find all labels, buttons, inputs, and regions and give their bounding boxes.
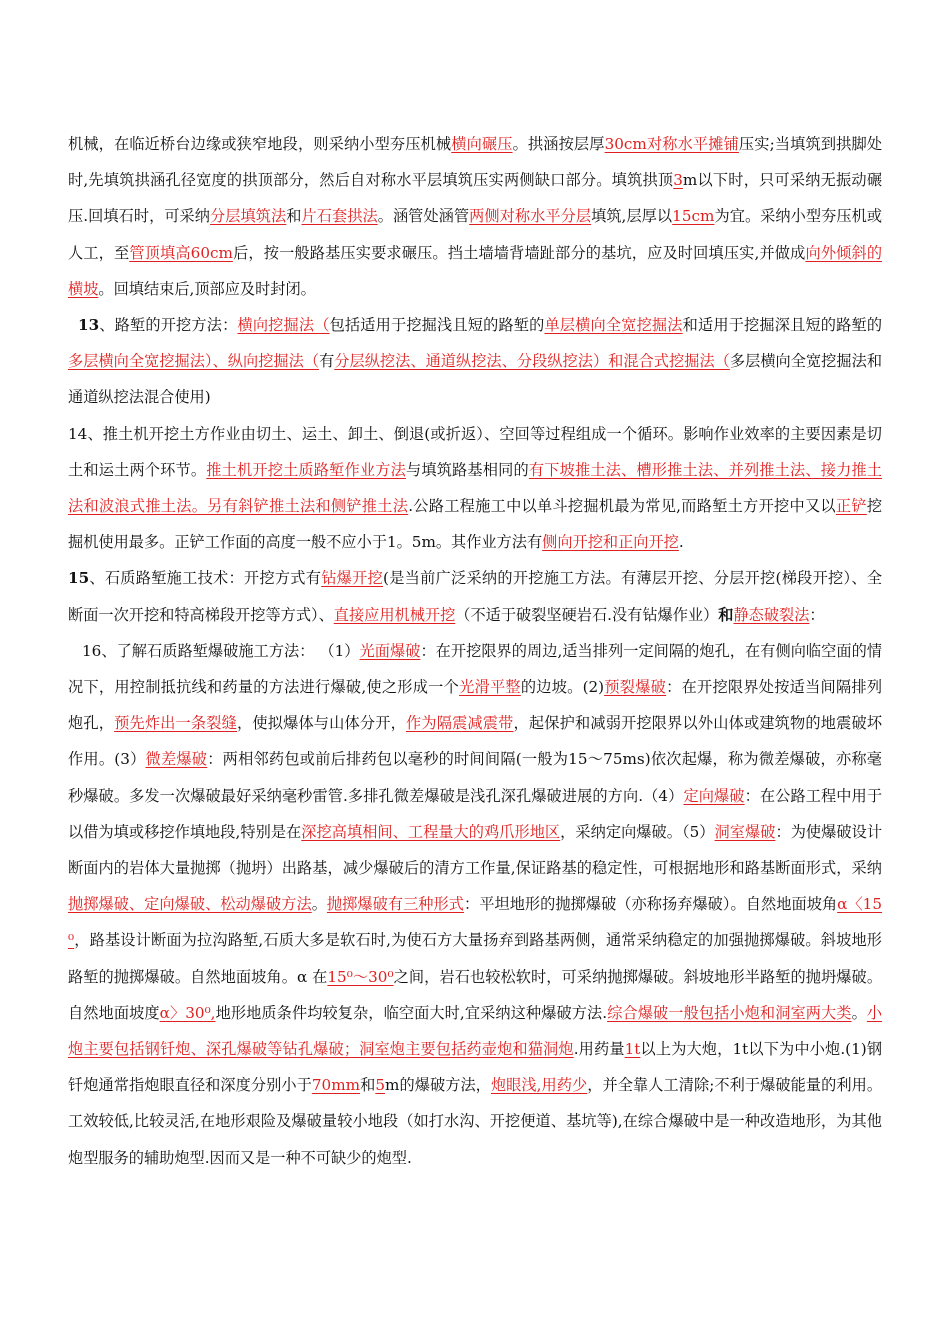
bold-text: 和 [718,605,734,624]
highlighted-term: 定向爆破 [683,786,745,805]
highlighted-term: 15⁰～30⁰ [327,967,394,986]
highlighted-term: 光滑平整 [459,678,521,697]
body-text: （不适于破裂坚硬岩石.没有钻爆作业） [455,605,719,624]
highlighted-term: 静态破裂法 [733,605,810,624]
highlighted-term: 15cm [672,207,715,226]
body-text: 压实;当填筑到拱脚处时,先填筑拱涵孔径宽度的拱顶部分，然后自对称水平层填筑压实两侧缺口部分。填筑拱顶 [68,135,883,190]
highlighted-term: 推土机开挖土质路堑作业方法 [206,460,406,479]
highlighted-term: 横向碾压 [451,135,513,153]
body-text: 的边坡。(2) [520,678,605,697]
body-text: ，并全靠人工清除;不利于爆破能量的利用。工效较低,比较灵活,在地形艰险及爆破量较小地段（如打水沟、开挖便道、基坑等),在综合爆破中是一种改造地形，为其他炮型服务的辅助炮型.因而又是一种不可缺少的炮型. [68,1076,883,1167]
highlighted-term: 钻爆开挖 [321,569,384,588]
highlighted-term: 多层横向全宽挖掘法）、纵向挖掘法（ [68,352,320,371]
highlighted-term: 抛掷爆破、定向爆破、松动爆破方法 [68,895,312,914]
bold-text: 15 [68,569,90,588]
body-text: 。涵管处涵管 [377,207,470,226]
highlighted-term: 预裂爆破 [604,678,667,697]
body-text: ：在开挖限界处按适当间隔排列炮孔， [68,678,883,733]
body-text: ：为使爆破设计断面内的岩体大量抛掷（抛坍）出路基，减少爆破后的清方工作量,保证路基的稳定性，可根据地形和路基断面形式，采纳 [68,822,883,878]
body-text: ：在开挖限界的周边,适当排列一定间隔的炮孔，在有侧向临空面的情况下，用控制抵抗线和药量的方法进行爆破,使之形成一个 [68,641,883,697]
body-text: 以上为大炮，1t以下为中小炮.(1)钢钎炮通常指炮眼直径和深度分别小于 [68,1040,883,1095]
body-text: 填筑,层厚以 [591,207,673,226]
body-text: ： [809,605,825,624]
body-text: . [678,533,684,552]
highlighted-term: 抛掷爆破有三种形式 [326,895,464,914]
highlighted-term: 30cm对称水平摊铺 [604,135,739,153]
highlighted-term: 洞室爆破 [714,822,776,841]
highlighted-term: 管顶填高60cm [129,243,233,262]
highlighted-term: 侧向开挖和正向开挖 [542,533,679,552]
highlighted-term: 预先炸出一条裂缝 [114,714,237,733]
highlighted-term: 直接应用机械开挖 [333,605,456,624]
body-text: ，起保护和减弱开挖限界以外山体或建筑物的地震破坏作用。(3） [68,714,883,769]
highlighted-term: 单层横向全宽挖掘法 [544,316,683,335]
body-text: 16、了解石质路堑爆破施工方法： （1） [82,641,360,660]
body-text: (是当前广泛采纳的开挖施工方法。有薄层开挖、分层开挖(梯段开挖）、全断面一次开挖和特高梯段开挖等方式）、 [68,569,883,624]
body-text: 。 [851,1003,867,1022]
body-text: ，采纳定向爆破。（5） [560,822,715,841]
body-text: 与填筑路基相同的 [405,460,529,479]
document-page [68,126,882,1176]
body-text: ，路基设计断面为拉沟路堑,石质大多是软石时,为使石方大量扬弃到路基两侧，通常采纳稳定的加强抛掷爆破。斜坡地形路堑的抛掷爆破。自然地面坡角。α 在 [68,931,882,986]
highlighted-term: 两侧对称水平分层 [469,207,592,226]
body-text: .公路工程施工中以单斗挖掘机最为常见,而路堑土方开挖中又以 [408,497,836,516]
highlighted-term: 分层填筑法 [210,207,287,226]
paragraph [68,307,882,416]
highlighted-term: 光面爆破 [359,641,421,660]
body-text: ，使拟爆体与山体分开， [237,714,406,733]
highlighted-term: 3 [673,171,683,190]
body-text: 机械，在临近桥台边缘或狭窄地段，则采纳小型夯压机械 [68,135,452,153]
highlighted-term: 深挖高填相间、工程量大的鸡爪形地区 [301,822,561,841]
highlighted-term: 综合爆破一般包括小炮和洞室两大类 [607,1003,852,1022]
highlighted-term: 炮眼浅,用药少 [490,1076,588,1095]
body-text: 包括适用于挖掘浅且短的路堑的 [329,316,545,335]
paragraph [68,633,882,1176]
highlighted-term: 1t [624,1040,641,1059]
body-text: 和适用于挖掘深且短的路堑的 [682,316,883,335]
highlighted-term: 正铲 [835,497,867,516]
body-text: ：平坦地形的抛掷爆破（亦称扬弃爆破）。自然地面坡角 [464,895,838,914]
highlighted-term: α〉30⁰, [159,1003,216,1022]
body-text: 。 [311,895,327,914]
highlighted-term: 向外倾斜的横坡 [68,243,883,298]
body-text: 后，按一般路基压实要求碾压。挡土墙墙背墙趾部分的基坑，应及时回填压实,并做成 [232,243,806,262]
body-text: 多层横向全宽挖掘法和通道纵挖法混合使用) [68,352,883,407]
highlighted-term: 有下坡推土法、槽形推土法、并列推土法、接力推土法和波浪式推土法。另有斜铲推土法和侧铲推土法 [68,460,883,516]
highlighted-term: 作为隔震减震带 [405,714,514,733]
highlighted-term: 小炮主要包括钢钎炮、深孔爆破等钻孔爆破；洞室炮主要包括药壶炮和猫洞炮 [68,1003,883,1059]
body-text: 挖掘机使用最多。正铲工作面的高度一般不应小于1。5m。其作业方法有 [68,497,883,552]
paragraph [68,560,882,632]
body-text: ：在公路工程中用于以借为填或移挖作填地段,特别是在 [68,786,883,841]
highlighted-term: 5 [375,1076,386,1095]
body-text: 地形地质条件均较复杂，临空面大时,宜采纳这种爆破方法. [215,1003,608,1022]
body-text: 和 [360,1076,376,1095]
body-text: 。拱涵按层厚 [512,135,605,153]
body-text: 和 [286,207,302,226]
highlighted-term: α〈15⁰ [68,895,883,950]
highlighted-term: 分层纵挖法、通道纵挖法、分段纵挖法）和混合式挖掘法（ [334,352,730,371]
body-text: m以下时，只可采纳无振动碾压.回填石时，可采纳 [68,171,883,226]
body-text: 为宜。采纳小型夯压机或人工，至 [68,207,883,262]
highlighted-term: 片石套拱法 [301,207,378,226]
body-text: 、路堑的开挖方法： [99,316,238,335]
body-text: m的爆破方法， [385,1076,491,1095]
highlighted-term: 微差爆破 [145,750,208,769]
highlighted-term: 横向挖掘法（ [237,316,330,335]
highlighted-term: 70mm [311,1076,361,1095]
body-text: 14、推土机开挖土方作业由切土、运土、卸土、倒退(或折返）、空回等过程组成一个循环。影响作业效率的主要因素是切土和运土两个环节。 [68,424,882,479]
body-text: ：两相邻药包或前后排药包以毫秒的时间间隔(一般为15～75ms)依次起爆，称为微差爆破，亦称毫秒爆破。多发一次爆破最好采纳毫秒雷管.多排孔微差爆破是浅孔深孔爆破进展的方向.（4） [68,750,882,805]
body-text: 。回填结束后,顶部应及时封闭。 [98,279,316,298]
paragraph [68,416,882,561]
body-text: 、石质路堑施工技术：开挖方式有 [89,569,322,588]
paragraph [68,126,882,307]
body-text: 之间，岩石也较松软时，可采纳抛掷爆破。斜坡地形半路堑的抛坍爆破。自然地面坡度 [68,967,883,1022]
body-text: .用药量 [573,1040,625,1059]
bold-text: 13 [78,316,100,335]
body-text: 有 [319,352,335,371]
